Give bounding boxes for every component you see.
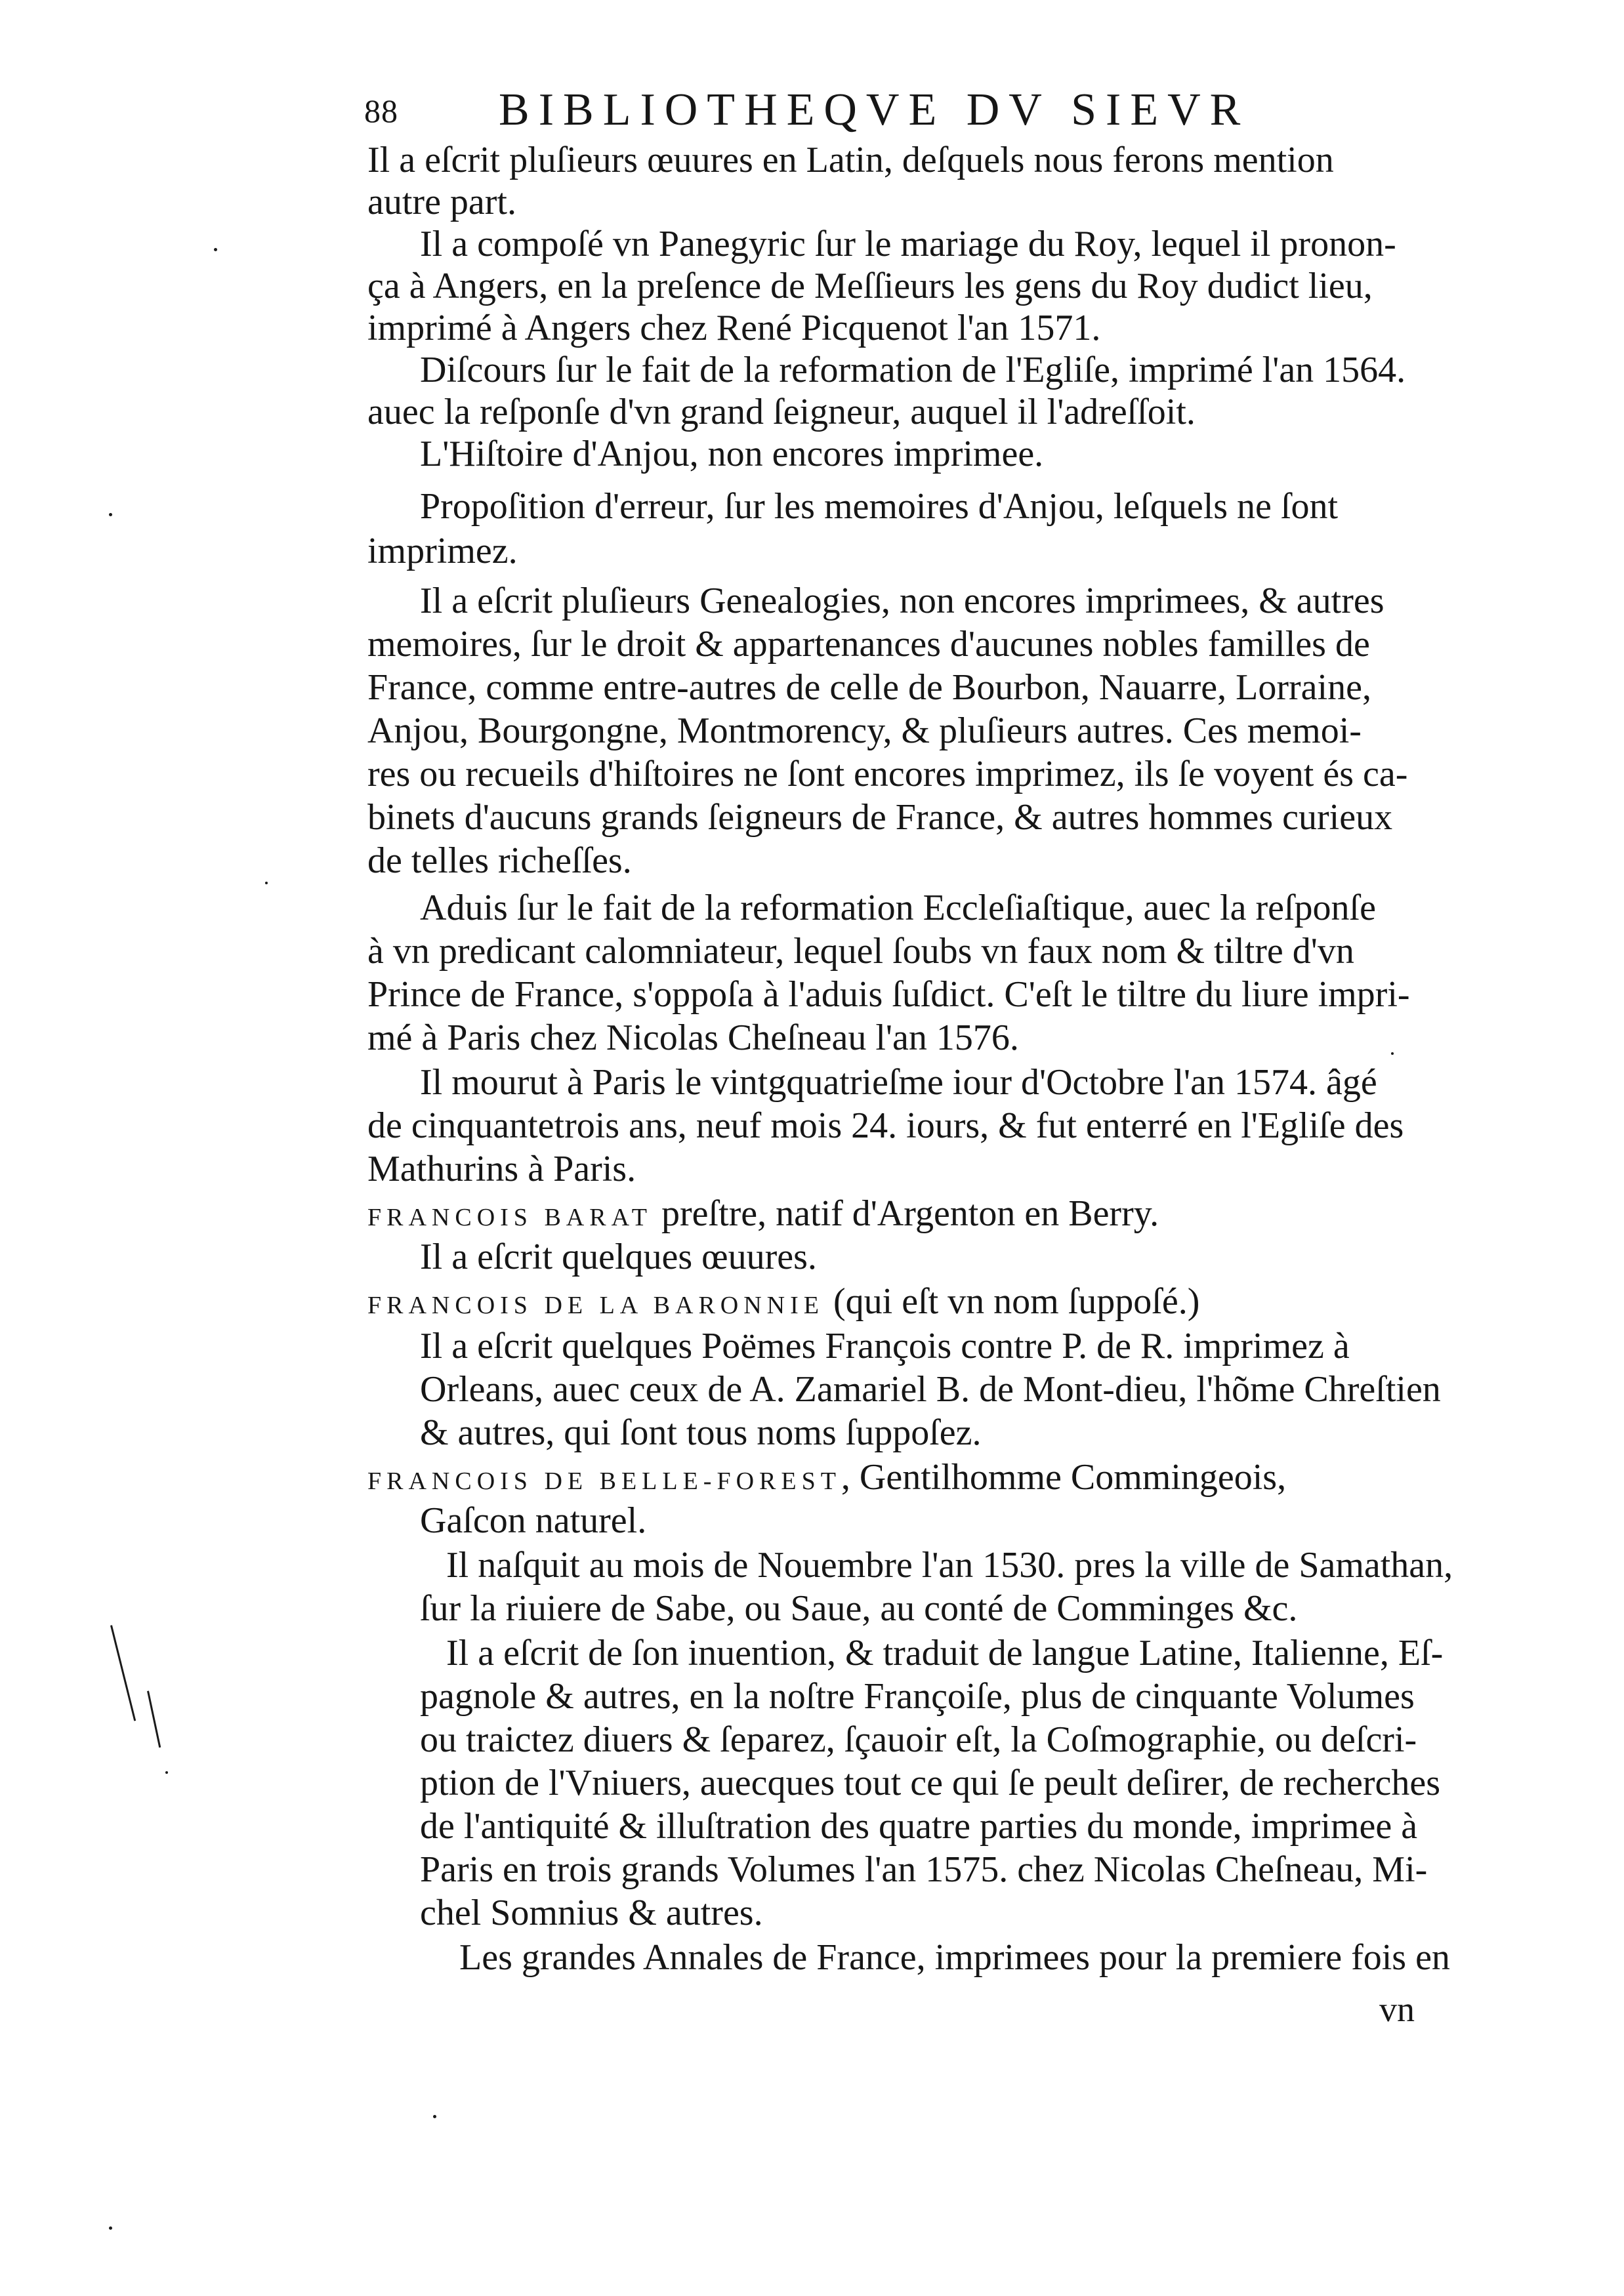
text-line: L'Hiſtoire d'Anjou, non encores imprimee. [420, 434, 1044, 474]
ink-speck [1391, 1052, 1394, 1055]
text-line: Il a eſcrit pluſieurs Genealogies, non encores imprimees, & autres [420, 581, 1385, 621]
text-line: Propoſition d'erreur, ſur les memoires d'Anjou, leſquels ne ſont [420, 486, 1339, 527]
text-line: res ou recueils d'hiſtoires ne ſont encores imprimez, ils ſe voyent és ca- [367, 754, 1408, 794]
ink-speck [165, 1771, 168, 1774]
text-line: Orleans, auec ceux de A. Zamariel B. de Mont-dieu, l'hõme Chreſtien [420, 1369, 1441, 1410]
text-line: de l'antiquité & illuſtration des quatre parties du monde, imprimee à [420, 1806, 1418, 1847]
margin-stroke [147, 1691, 161, 1748]
text-line: Il a eſcrit quelques Poëmes François contre P. de R. imprimez à [420, 1326, 1350, 1366]
text-line: ſur la riuiere de Sabe, ou Saue, au conté de Comminges &c. [420, 1588, 1298, 1629]
text-line: ça à Angers, en la preſence de Meſſieurs les gens du Roy dudict lieu, [367, 266, 1373, 306]
author-name: FRANCOIS DE BELLE-FOREST [367, 1467, 841, 1495]
entry-heading [367, 1193, 1159, 1239]
text-line: autre part. [367, 182, 516, 222]
ink-speck [109, 2226, 112, 2230]
text-line: Aduis ſur le fait de la reformation Eccleſiaſtique, auec la reſponſe [420, 888, 1376, 928]
text-line: imprimé à Angers chez René Picquenot l'an 1571. [367, 308, 1101, 348]
entry-heading [367, 1456, 1286, 1502]
text-line: & autres, qui ſont tous noms ſuppoſez. [420, 1412, 982, 1453]
text-line: Paris en trois grands Volumes l'an 1575. chez Nicolas Cheſneau, Mi- [420, 1849, 1428, 1890]
text-line: ption de l'Vniuers, auecques tout ce qui ſe peult deſirer, de recherches [420, 1763, 1441, 1803]
text-line: Il a compoſé vn Panegyric ſur le mariage du Roy, lequel il pronon- [420, 224, 1396, 264]
margin-stroke [110, 1625, 136, 1721]
entry-description: preſtre, natif d'Argenton en Berry. [652, 1193, 1159, 1234]
entry-description: (qui eſt vn nom ſuppoſé.) [823, 1281, 1200, 1322]
author-name: FRANCOIS BARAT [367, 1204, 653, 1231]
ink-speck [214, 248, 217, 251]
text-line: memoires, ſur le droit & appartenances d'aucunes nobles familles de [367, 624, 1370, 665]
text-line: auec la reſponſe d'vn grand ſeigneur, auquel il l'adreſſoit. [367, 392, 1196, 432]
text-line: Il a eſcrit quelques œuures. [420, 1237, 817, 1277]
ink-speck [265, 882, 268, 884]
author-name: FRANCOIS DE LA BARONNIE [367, 1292, 824, 1319]
text-line: Anjou, Bourgongne, Montmorency, & pluſieurs autres. Ces memoi- [367, 710, 1362, 751]
text-line: à vn predicant calomniateur, lequel ſoubs vn faux nom & tiltre d'vn [367, 931, 1354, 972]
text-line: Il mourut à Paris le vintgquatrieſme iour d'Octobre l'an 1574. âgé [420, 1062, 1377, 1103]
text-line: Il a eſcrit pluſieurs œuures en Latin, deſquels nous ferons mention [367, 140, 1334, 180]
catchword: vn [1379, 1990, 1415, 2029]
text-line: Il naſquit au mois de Nouembre l'an 1530. pres la ville de Samathan, [446, 1545, 1453, 1586]
page-number: 88 [364, 92, 398, 129]
ink-speck [433, 2115, 436, 2118]
text-line: Les grandes Annales de France, imprimees pour la premiere fois en [459, 1937, 1450, 1978]
running-title: BIBLIOTHEQVE DV SIEVR [499, 85, 1250, 135]
text-line: Mathurins à Paris. [367, 1149, 636, 1189]
text-line: France, comme entre-autres de celle de Bourbon, Nauarre, Lorraine, [367, 667, 1371, 708]
text-line: de telles richeſſes. [367, 840, 632, 881]
entry-description: , Gentilhomme Commingeois, [841, 1457, 1287, 1498]
text-line: ou traictez diuers & ſeparez, ſçauoir eſt, la Coſmographie, ou deſcri- [420, 1719, 1417, 1760]
text-line: mé à Paris chez Nicolas Cheſneau l'an 1576. [367, 1017, 1019, 1058]
text-line: pagnole & autres, en la noſtre Françoiſe, plus de cinquante Volumes [420, 1676, 1415, 1717]
text-line: Prince de France, s'oppoſa à l'aduis ſuſdict. C'eſt le tiltre du liure impri- [367, 974, 1410, 1015]
text-line: binets d'aucuns grands ſeigneurs de France, & autres hommes curieux [367, 797, 1393, 838]
ink-speck [109, 513, 112, 516]
text-line: Il a eſcrit de ſon inuention, & traduit de langue Latine, Italienne, Eſ- [446, 1633, 1444, 1673]
text-line: Diſcours ſur le fait de la reformation de l'Egliſe, imprimé l'an 1564. [420, 350, 1406, 390]
text-line: de cinquantetrois ans, neuf mois 24. iours, & fut enterré en l'Egliſe des [367, 1105, 1404, 1146]
text-line: imprimez. [367, 531, 518, 571]
text-line: Gaſcon naturel. [420, 1500, 647, 1541]
entry-heading [367, 1281, 1199, 1326]
text-line: chel Somnius & autres. [420, 1893, 763, 1933]
